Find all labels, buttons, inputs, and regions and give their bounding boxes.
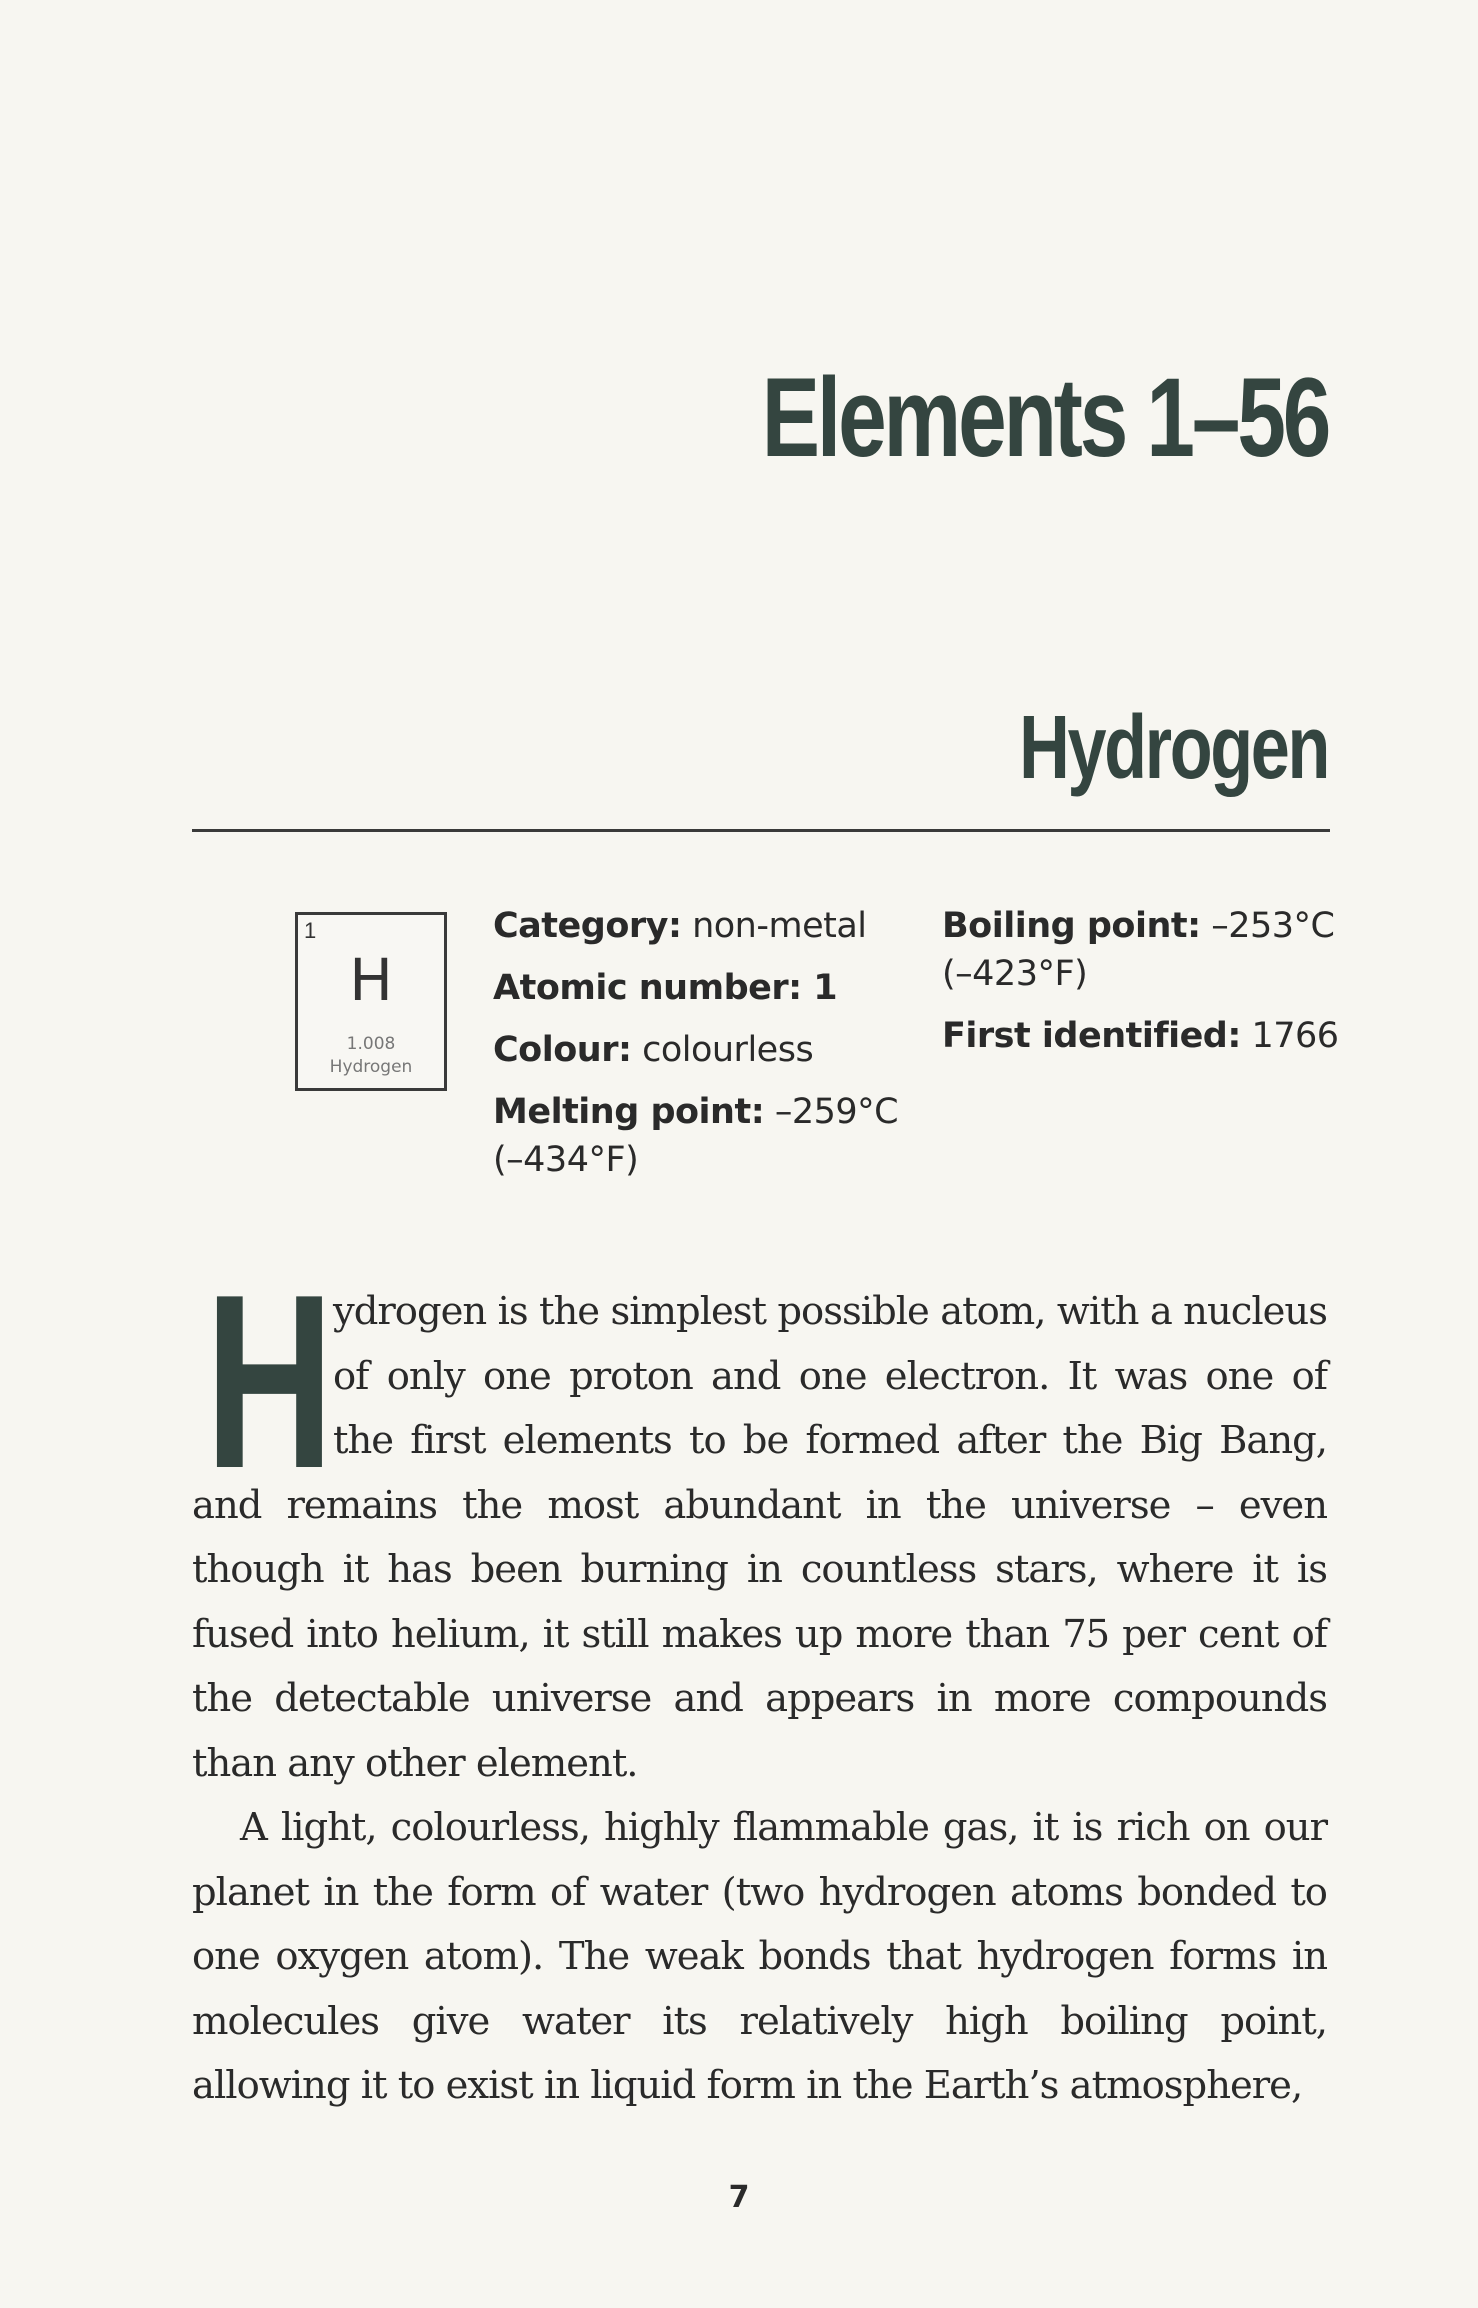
fact-label: First identified: [942,1016,1241,1056]
facts-right-column [942,902,1342,1074]
title-divider [192,829,1330,832]
fact-label: Category: [493,906,682,946]
fact-value: non-metal [681,906,867,946]
page-number: 7 [728,2180,750,2215]
fact-category [493,902,913,950]
fact-label: Colour: [493,1030,632,1070]
paragraph-1 [192,1242,1327,1796]
fact-value: –253°C (–423°F) [942,906,1335,994]
fact-first-identified [942,1012,1342,1060]
paragraph-2: A light, colourless, highly flammable gas, it is rich on our planet in the form of water (two hydrogen atoms bonded to one oxygen atom). The weak bonds that hydrogen forms in molecules give water its relatively high boiling point, allowing it to exist in liquid form in the Earth’s atmosphere, [192,1805,1327,2108]
tile-symbol: H [349,946,393,1014]
fact-value: –259°C (–434°F) [493,1092,899,1180]
tile-atomic-mass: 1.008 [346,1034,396,1054]
chapter-title: Elements 1–56 [761,355,1328,480]
fact-atomic-number [493,964,913,1012]
tile-atomic-number: 1 [304,918,317,943]
fact-value: 1766 [1240,1016,1339,1056]
fact-label: Melting point: [493,1092,765,1132]
body-text [192,1242,1327,2119]
fact-label: Boiling point: [942,906,1201,946]
fact-colour [493,1026,913,1074]
drop-cap: H [205,1242,334,1520]
fact-boiling-point [942,902,1342,998]
tile-element-name: Hydrogen [329,1057,413,1077]
fact-label: Atomic number: 1 [493,968,838,1008]
fact-melting-point [493,1088,913,1184]
periodic-table-tile [295,912,447,1091]
element-title: Hydrogen [1019,698,1328,798]
facts-left-column [493,902,913,1198]
paragraph-1-text: ydrogen is the simplest possible atom, with a nucleus of only one proton and one electron. It was one of the first elements to be formed after the Big Bang, and remains the most abundant in the universe – even though it has been burning in countless stars, where it is fused into helium, it still makes up more than 75 per cent of the detectable universe and appears in more compounds than any other element. [192,1289,1327,1786]
fact-value: colourless [631,1030,814,1070]
